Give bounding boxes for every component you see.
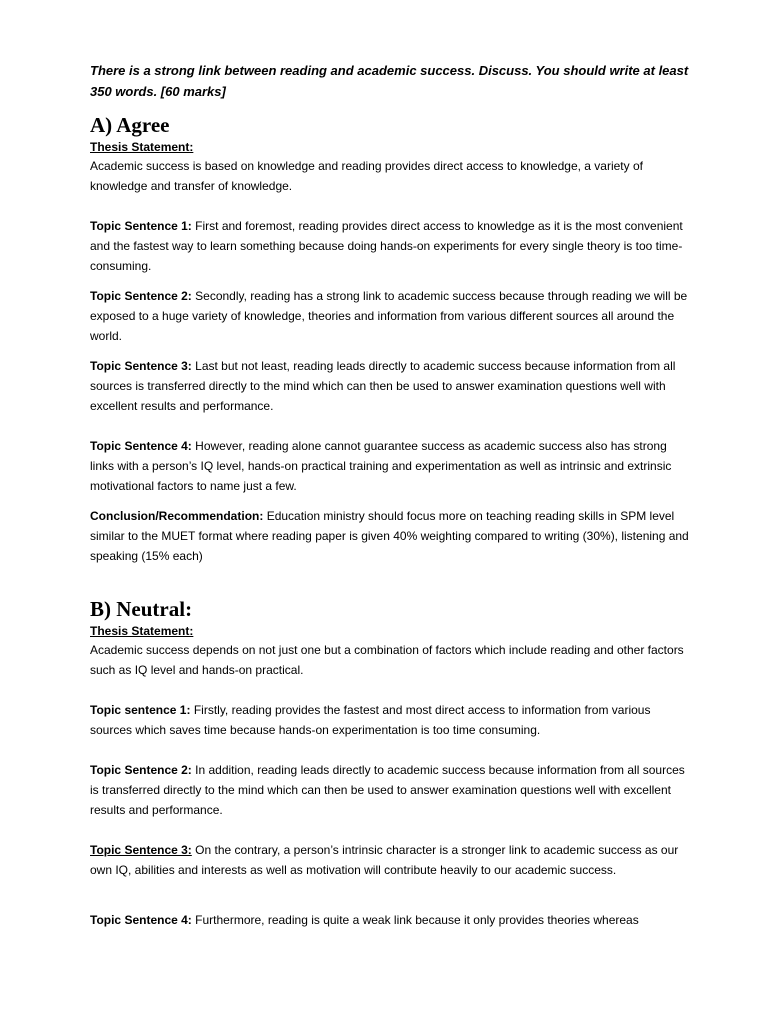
topic-label: Topic Sentence 2:: [90, 289, 192, 303]
topic-sentence-agree-2: [90, 286, 690, 346]
topic-sentence-neutral-4: [90, 910, 690, 930]
topic-text: Firstly, reading provides the fastest and most direct access to information from various sources which saves time because hands-on experimentation is too time consuming.: [90, 703, 651, 737]
topic-text: However, reading alone cannot guarantee success as academic success also has strong links with a person’s IQ level, hands-on practical training and experimentation as well as intrinsic and extrinsic motivational factors to name just a few.: [90, 439, 672, 493]
topic-label: Topic Sentence 4:: [90, 439, 192, 453]
thesis-text-neutral: Academic success depends on not just one but a combination of factors which include reading and other factors such as IQ level and hands-on practical.: [90, 643, 684, 677]
topic-label: Topic Sentence 3:: [90, 843, 192, 857]
topic-label: Topic Sentence 2:: [90, 763, 192, 777]
topic-text: On the contrary, a person’s intrinsic character is a stronger link to academic success as our own IQ, abilities and interests as well as motivation will contribute heavily to our academic success.: [90, 843, 679, 877]
topic-text: In addition, reading leads directly to academic success because information from all sources is transferred directly to the mind which can then be used to answer examination questions well with excellent results and performance.: [90, 763, 685, 817]
topic-text: Furthermore, reading is quite a weak link because it only provides theories whereas: [195, 913, 639, 927]
topic-sentence-agree-3: [90, 356, 690, 416]
section-heading-agree: A) Agree: [90, 113, 170, 137]
topic-label: Topic Sentence 1:: [90, 219, 192, 233]
essay-prompt: There is a strong link between reading and academic success. Discuss. You should write at least 350 words. [60 marks]: [90, 63, 689, 99]
thesis-text-agree: Academic success is based on knowledge and reading provides direct access to knowledge, a variety of knowledge and transfer of knowledge.: [90, 159, 643, 193]
thesis-label-agree: Thesis Statement:: [90, 140, 194, 154]
topic-text: First and foremost, reading provides direct access to knowledge as it is the most convenient and the fastest way to learn something because doing hands-on experiments for every single theory is too time-consuming.: [90, 219, 683, 273]
topic-sentence-agree-1: [90, 216, 690, 276]
section-neutral: [90, 596, 690, 930]
topic-sentence-neutral-1: [90, 700, 690, 740]
document-page: [90, 60, 690, 930]
topic-sentence-neutral-2: [90, 760, 690, 820]
section-agree: [90, 112, 690, 566]
topic-text: Last but not least, reading leads directly to academic success because information from all sources is transferred directly to the mind which can then be used to answer examination questions well with excellent results and performance.: [90, 359, 676, 413]
topic-label: Topic Sentence 3:: [90, 359, 192, 373]
topic-label: Conclusion/Recommendation:: [90, 509, 264, 523]
topic-label: Topic Sentence 4:: [90, 913, 192, 927]
topic-sentence-agree-4: [90, 436, 690, 496]
topic-text: Secondly, reading has a strong link to academic success because through reading we will be exposed to a huge variety of knowledge, theories and information from various different sources all around the world.: [90, 289, 688, 343]
topic-sentence-neutral-3: [90, 840, 690, 880]
thesis-label-neutral: Thesis Statement:: [90, 624, 194, 638]
section-heading-neutral: B) Neutral:: [90, 597, 193, 621]
conclusion-agree: [90, 506, 690, 566]
topic-label: Topic sentence 1:: [90, 703, 191, 717]
topic-text: Education ministry should focus more on teaching reading skills in SPM level similar to the MUET format where reading paper is given 40% weighting compared to writing (30%), listening and speaking (15% each): [90, 509, 689, 563]
